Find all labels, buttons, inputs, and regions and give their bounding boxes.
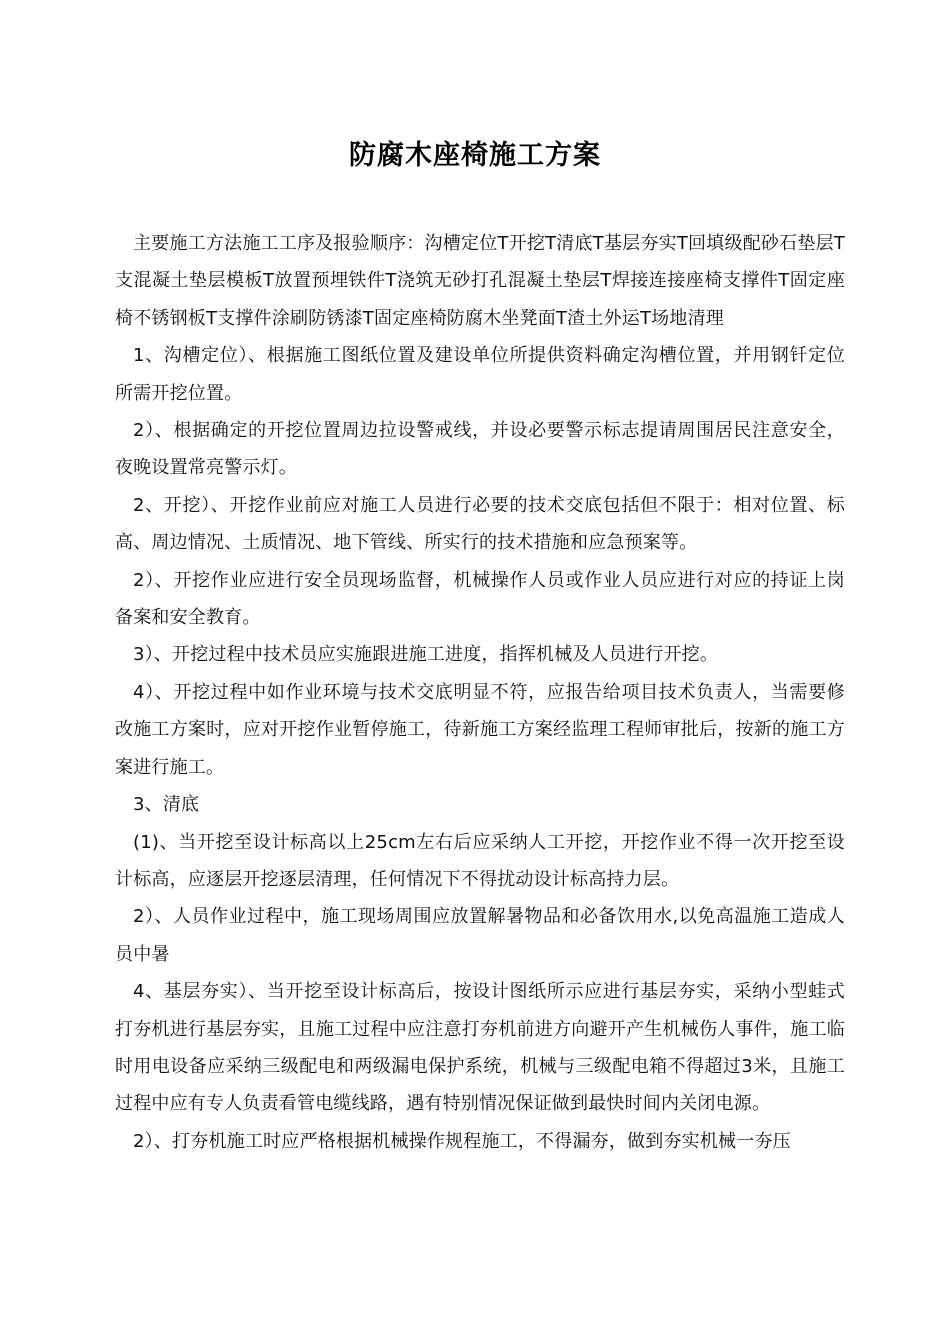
paragraph-intro: 主要施工方法施工工序及报验顺序：沟槽定位T开挖T清底T基层夯实T回填级配砂石垫层T支混凝土垫层模板T放置预埋铁件T浇筑无砂打孔混凝土垫层T焊接连接座椅支撑件T固定座椅不锈钢板T支撑件涂刷防锈漆T固定座椅防腐木坐凳面T渣土外运T场地清理: [115, 233, 845, 329]
paragraph: 2）、打夯机施工时应严格根据机械操作规程施工，不得漏夯，做到夯实机械一夯压: [133, 1130, 791, 1152]
paragraph: 2）、根据确定的开挖位置周边拉设警戒线，并设必要警示标志提请周围居民注意安全，夜晚设置常亮警示灯。: [115, 420, 845, 479]
paragraph: 4、基层夯实）、当开挖至设计标高后，按设计图纸所示应进行基层夯实，采纳小型蛙式打夯机进行基层夯实，且施工过程中应注意打夯机前进方向避开产生机械伤人事件，施工临时用电设备应采纳三级配电和两级漏电保护系统，机械与三级配电箱不得超过3米，且施工过程中应有专人负责看管电缆线路，遇有特别情况保证做到最快时间内关闭电源。: [115, 981, 845, 1115]
paragraph: 1、沟槽定位）、根据施工图纸位置及建设单位所提供资料确定沟槽位置，并用钢钎定位所需开挖位置。: [115, 345, 845, 404]
paragraph: 2）、人员作业过程中，施工现场周围应放置解暑物品和必备饮用水,以免高温施工造成人员中暑: [115, 906, 845, 965]
paragraph: 4）、开挖过程中如作业环境与技术交底明显不符，应报告给项目技术负责人，当需要修改施工方案时，应对开挖作业暂停施工，待新施工方案经监理工程师审批后，按新的施工方案进行施工。: [115, 681, 845, 778]
document-body: [115, 225, 845, 1160]
paragraph: 2）、开挖作业应进行安全员现场监督，机械操作人员或作业人员应进行对应的持证上岗备案和安全教育。: [115, 569, 845, 629]
document-title: 防腐木座椅施工方案: [349, 140, 601, 171]
section-heading: 3、清底: [133, 794, 200, 816]
paragraph: (1)、当开挖至设计标高以上25cm左右后应采纳人工开挖，开挖作业不得一次开挖至设计标高，应逐层开挖逐层清理，任何情况下不得扰动设计标高持力层。: [115, 831, 845, 890]
paragraph: 3）、开挖过程中技术员应实施跟进施工进度，指挥机械及人员进行开挖。: [133, 644, 719, 666]
paragraph: 2、开挖）、开挖作业前应对施工人员进行必要的技术交底包括但不限于：相对位置、标高、周边情况、土质情况、地下管线、所实行的技术措施和应急预案等。: [115, 494, 845, 554]
